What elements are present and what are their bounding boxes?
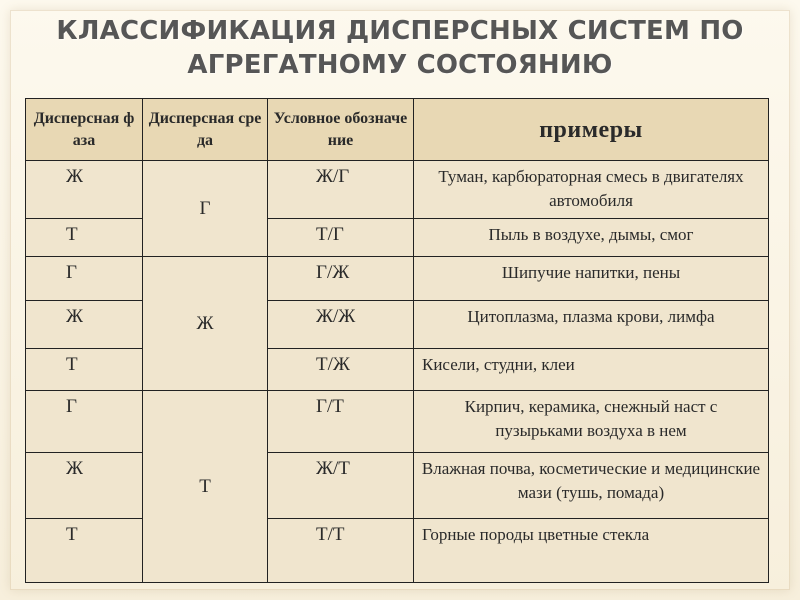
phase-cell: Т [26,519,143,583]
examples-cell: Туман, карбюраторная смесь в двигателях автомобиля [414,161,769,219]
table-row [26,161,769,219]
table-row [26,453,769,519]
phase-cell: Г [26,391,143,453]
symbol-cell: Т/Т [268,519,414,583]
header-dispersion-medium: Дисперсная среда [143,99,268,161]
table-row [26,301,769,349]
examples-cell: Пыль в воздухе, дымы, смог [414,219,769,257]
table-row [26,391,769,453]
classification-table [25,98,769,583]
phase-cell: Ж [26,301,143,349]
examples-cell: Кисели, студни, клеи [414,349,769,391]
slide-title-line-1: КЛАССИФИКАЦИЯ ДИСПЕРСНЫХ СИСТЕМ ПО [56,16,744,46]
symbol-cell: Ж/Т [268,453,414,519]
examples-cell: Горные породы цветные стекла [414,519,769,583]
examples-cell: Кирпич, керамика, снежный наст с пузырьками воздуха в нем [414,391,769,453]
phase-cell: Т [26,349,143,391]
phase-cell: Т [26,219,143,257]
phase-cell: Г [26,257,143,301]
symbol-cell: Г/Ж [268,257,414,301]
header-examples: примеры [414,99,769,161]
table-header-row [26,99,769,161]
slide-title-line-2: АГРЕГАТНОМУ СОСТОЯНИЮ [187,50,613,80]
table-row [26,257,769,301]
phase-cell: Ж [26,161,143,219]
phase-cell: Ж [26,453,143,519]
symbol-cell: Г/Т [268,391,414,453]
header-dispersed-phase: Дисперсная фаза [26,99,143,161]
symbol-cell: Т/Г [268,219,414,257]
symbol-cell: Ж/Г [268,161,414,219]
examples-cell: Влажная почва, косметические и медицинские мази (тушь, помада) [414,453,769,519]
medium-cell-solid: Т [143,391,268,583]
medium-cell-liquid: Ж [143,257,268,391]
table-row [26,519,769,583]
examples-cell: Цитоплазма, плазма крови, лимфа [414,301,769,349]
examples-cell: Шипучие напитки, пены [414,257,769,301]
header-symbol: Условное обозначение [268,99,414,161]
table-row [26,349,769,391]
symbol-cell: Т/Ж [268,349,414,391]
symbol-cell: Ж/Ж [268,301,414,349]
table-row [26,219,769,257]
slide-title [0,14,800,82]
medium-cell-gas: Г [143,161,268,257]
